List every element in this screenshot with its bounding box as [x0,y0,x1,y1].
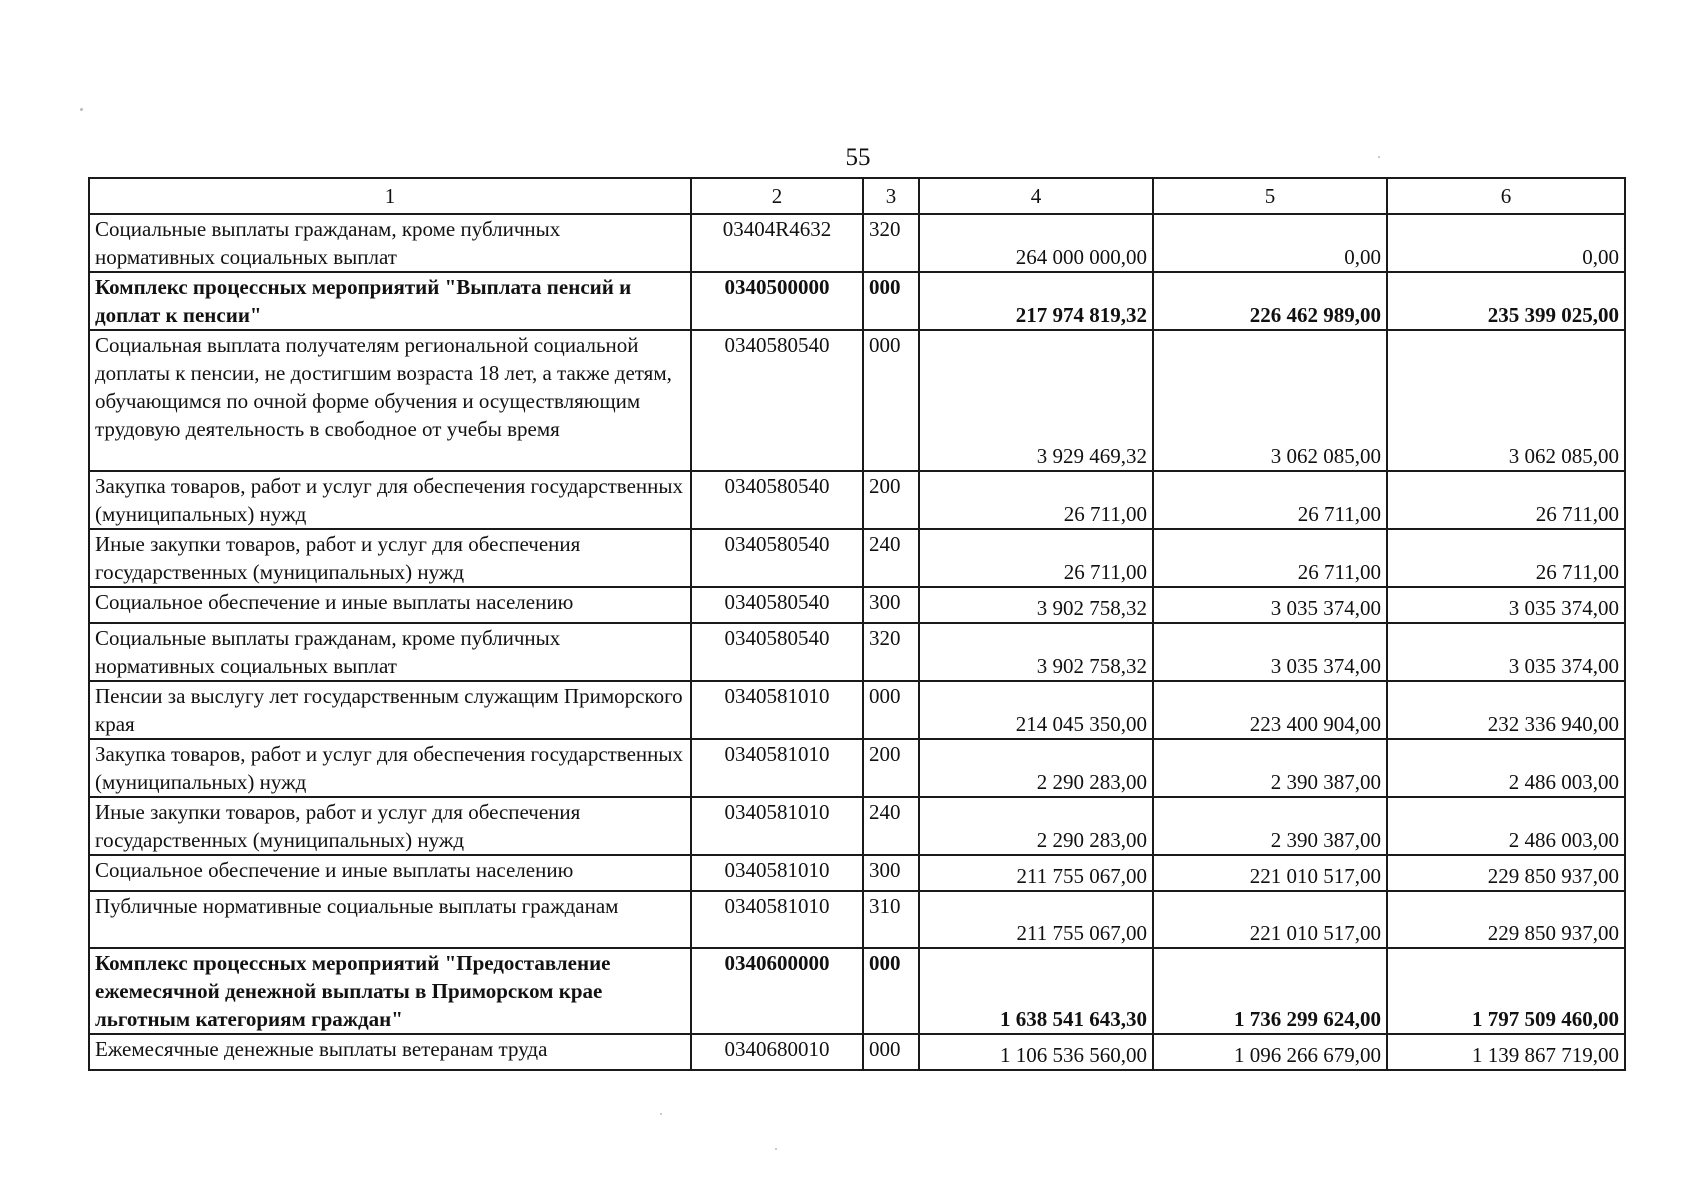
row-value-col5: 226 462 989,00 [1153,272,1387,330]
row-value-col4: 3 902 758,32 [919,623,1153,681]
row-value-col4: 214 045 350,00 [919,681,1153,739]
scan-speck [660,1113,662,1115]
row-value-col6: 26 711,00 [1387,471,1625,529]
scan-speck [775,1148,777,1150]
row-code: 0340581010 [691,855,863,891]
row-value-col5: 223 400 904,00 [1153,681,1387,739]
row-value-col5: 26 711,00 [1153,471,1387,529]
row-expense-type: 320 [863,214,919,272]
table-row [89,1034,1625,1070]
table-row [89,587,1625,623]
row-value-col4: 26 711,00 [919,529,1153,587]
table-row [89,330,1625,471]
row-value-col5: 221 010 517,00 [1153,855,1387,891]
row-expense-type: 310 [863,891,919,948]
row-code: 0340581010 [691,797,863,855]
row-value-col6: 1 139 867 719,00 [1387,1034,1625,1070]
header-cell-2: 2 [691,178,863,214]
row-name: Социальная выплата получателям региональной социальной доплаты к пенсии, не достигшим возраста 18 лет, а также детям, обучающимся по очной форме обучения и осуществляющим трудовую деятельность в свободное от учебы время [89,330,691,471]
row-code: 0340580540 [691,330,863,471]
table-row [89,891,1625,948]
row-name: Закупка товаров, работ и услуг для обеспечения государственных (муниципальных) нужд [89,739,691,797]
row-name: Иные закупки товаров, работ и услуг для обеспечения государственных (муниципальных) нужд [89,797,691,855]
table-row [89,623,1625,681]
row-value-col4: 26 711,00 [919,471,1153,529]
row-value-col4: 2 290 283,00 [919,739,1153,797]
row-code: 0340580540 [691,529,863,587]
table-row [89,855,1625,891]
row-name: Публичные нормативные социальные выплаты гражданам [89,891,691,948]
row-name: Социальное обеспечение и иные выплаты населению [89,587,691,623]
row-code: 03404R4632 [691,214,863,272]
row-name: Социальные выплаты гражданам, кроме публичных нормативных социальных выплат [89,623,691,681]
row-expense-type: 240 [863,529,919,587]
row-value-col6: 2 486 003,00 [1387,797,1625,855]
table-row [89,214,1625,272]
table-row [89,797,1625,855]
scan-speck [1378,156,1380,158]
row-value-col6: 0,00 [1387,214,1625,272]
scan-speck [80,108,83,111]
row-value-col5: 0,00 [1153,214,1387,272]
row-value-col4: 1 638 541 643,30 [919,948,1153,1034]
row-name: Социальные выплаты гражданам, кроме публичных нормативных социальных выплат [89,214,691,272]
row-value-col4: 217 974 819,32 [919,272,1153,330]
row-name: Комплекс процессных мероприятий "Предоставление ежемесячной денежной выплаты в Приморском крае льготным категориям граждан" [89,948,691,1034]
row-value-col6: 3 035 374,00 [1387,587,1625,623]
row-name: Социальное обеспечение и иные выплаты населению [89,855,691,891]
row-expense-type: 000 [863,330,919,471]
row-value-col5: 221 010 517,00 [1153,891,1387,948]
row-value-col5: 2 390 387,00 [1153,739,1387,797]
row-expense-type: 200 [863,739,919,797]
row-value-col4: 1 106 536 560,00 [919,1034,1153,1070]
row-value-col5: 26 711,00 [1153,529,1387,587]
row-value-col4: 3 929 469,32 [919,330,1153,471]
row-value-col4: 211 755 067,00 [919,891,1153,948]
row-code: 0340500000 [691,272,863,330]
row-value-col5: 3 035 374,00 [1153,587,1387,623]
row-expense-type: 300 [863,587,919,623]
row-code: 0340600000 [691,948,863,1034]
row-name: Пенсии за выслугу лет государственным служащим Приморского края [89,681,691,739]
row-value-col6: 232 336 940,00 [1387,681,1625,739]
row-value-col4: 211 755 067,00 [919,855,1153,891]
table-row [89,529,1625,587]
header-cell-3: 3 [863,178,919,214]
row-value-col5: 1 096 266 679,00 [1153,1034,1387,1070]
table-body [89,214,1625,1070]
row-name: Закупка товаров, работ и услуг для обеспечения государственных (муниципальных) нужд [89,471,691,529]
row-value-col5: 3 062 085,00 [1153,330,1387,471]
header-row [89,178,1625,214]
row-value-col5: 2 390 387,00 [1153,797,1387,855]
row-expense-type: 240 [863,797,919,855]
row-name: Иные закупки товаров, работ и услуг для обеспечения государственных (муниципальных) нужд [89,529,691,587]
row-value-col4: 3 902 758,32 [919,587,1153,623]
budget-table [88,177,1626,1071]
row-code: 0340580540 [691,471,863,529]
row-value-col5: 1 736 299 624,00 [1153,948,1387,1034]
row-value-col6: 229 850 937,00 [1387,891,1625,948]
row-value-col6: 3 062 085,00 [1387,330,1625,471]
row-expense-type: 000 [863,1034,919,1070]
table-row [89,272,1625,330]
row-expense-type: 300 [863,855,919,891]
row-code: 0340581010 [691,739,863,797]
header-cell-4: 4 [919,178,1153,214]
row-expense-type: 200 [863,471,919,529]
row-value-col4: 264 000 000,00 [919,214,1153,272]
row-code: 0340581010 [691,891,863,948]
header-cell-6: 6 [1387,178,1625,214]
row-code: 0340680010 [691,1034,863,1070]
row-value-col6: 229 850 937,00 [1387,855,1625,891]
row-value-col6: 3 035 374,00 [1387,623,1625,681]
row-value-col4: 2 290 283,00 [919,797,1153,855]
table-row [89,948,1625,1034]
table-row [89,471,1625,529]
row-value-col6: 1 797 509 460,00 [1387,948,1625,1034]
row-value-col6: 26 711,00 [1387,529,1625,587]
row-code: 0340580540 [691,623,863,681]
row-code: 0340580540 [691,587,863,623]
row-expense-type: 000 [863,681,919,739]
row-value-col6: 2 486 003,00 [1387,739,1625,797]
row-expense-type: 000 [863,948,919,1034]
table-row [89,739,1625,797]
page-number: 55 [845,144,871,171]
row-name: Комплекс процессных мероприятий "Выплата пенсий и доплат к пенсии" [89,272,691,330]
row-value-col6: 235 399 025,00 [1387,272,1625,330]
row-code: 0340581010 [691,681,863,739]
row-name: Ежемесячные денежные выплаты ветеранам труда [89,1034,691,1070]
header-cell-5: 5 [1153,178,1387,214]
row-expense-type: 320 [863,623,919,681]
row-value-col5: 3 035 374,00 [1153,623,1387,681]
row-expense-type: 000 [863,272,919,330]
table-row [89,681,1625,739]
header-cell-1: 1 [89,178,691,214]
